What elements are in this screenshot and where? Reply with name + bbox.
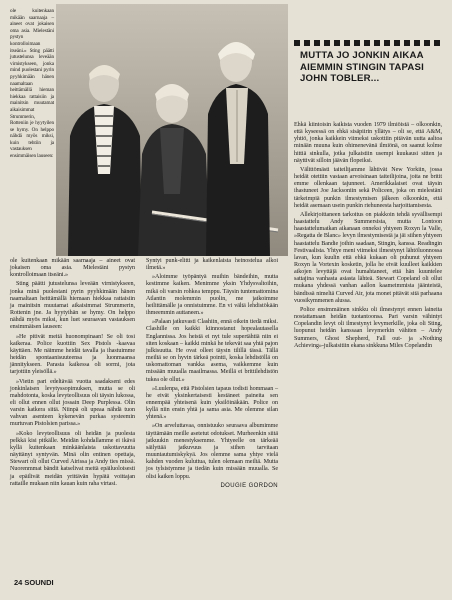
- paragraph: »He pitivät meitä huonompinaan! Se oli tosi kaikeraa. Police kuottiin Sex Pistols -kaavaa käyttäen. Me näimme heidät tavalla ja ihastuimme heidän spontaanisuuteensa ja luonmaansa jännitykseen. Parasta kaikessa oli sormi, jota tarjottiin yleisöllä.»: [10, 333, 135, 376]
- paragraph: »Palaan jatkuvasti Clashiin, ennä oikein tiedä miksi. Clashille on kaikki kiinnostanut hopealautasella Englannissa. Jos heistä ei nyt tule supertähtiä niin ei siten koskaan – kaikki minkä he tekevät saa yhtä pajon julkisuutta. He ovat olleet täysin tilillä tässä. Tällä meiltä se on hyvin tärkeä pointti, koska lehdistöllä on uskomattoman vankka asema, vaikkemme kuin missään muualla maailmassa. Meillä ei brittilehdistön tukea ole ollut.»: [146, 319, 278, 383]
- paragraph: »On arveluttavaa, onnistuuko seuraava albumimme täyttämään meille asetetut odotukset. Murheenkin siitä jatkuukin menestyksemme. Yhtyeelle on tärkeää säilyttää jatkuvuus ja siihen tarvitaan muuntautumiskykyä. Jos olemme sama yhtye vielä kahden vuoden kuluttua, tulen olemaan meiltä. Mutta jos tylsistymme ja tiedän kuin missään muualla. Se olisi kaiken loppu.: [146, 423, 278, 480]
- paragraph: Police ensimmäinen sinkku oli ilmestynyt ennen laineita nostattamaan heidän tuotantoonsa. Pari varsin vähintyt Copelandin levyt oli ilmestynyt levymerkille, joka oli Sting, luopunut heidän kanssaan levymerkin vähiten – Andy Summers, Ghost Shepherd, Fall out- ja »Nothing Achieving»-julkaisitiin ekana sinkkuna Miles Copelandin: [294, 306, 442, 349]
- text-column-2: [146, 258, 278, 490]
- paragraph: »Koko levyteollisuus oli heidän ja puolesta pelkkä kisi pitkälle. Meidän kohdallamme ei ikävä kyllä kuitenkaan minkäänlaista uskottavuutta näyttänyt syntyvän. Minä olin entinen opettaja, Stewart oli ollut Curved Airissa ja Andy ties missä. Nuorenmmat bändit katselivat meitä epäiluoloisesti ja epäilivät meidän yrittävän hypätä voittajan rattaille mukaan niin kauan kuin raha virtasi.: [10, 430, 135, 487]
- pull-quote: MUTTA JO JONKIN AIKAA AIEMMIN STINGIN TAPASI JOHN TOBLER...: [300, 50, 424, 84]
- dashed-divider: [294, 40, 444, 46]
- top-left-text: ole kuitenkaan mikään saarnaaja – aineet ovat jokaisen oma asia. Mielestäni pystyn kontrolloimaan itseäni.» Sting päätti jutustelunsa leveään virnistykseen, jonka mind puolestani pyrin pyyhkimään hänen naamaltaan heittämällä hieman hiekkaa rattaisiin ja mainitsin muutamat aikaisimmat Strummerin, Rotteniin je hyytyilen se hymy. On helppo nähdä myös miksi, kuin tehtiin ja vastauksen ensimmäisen lauseen:: [10, 8, 54, 160]
- paragraph: Välittömästi taiteilijamme lähtivät New Yorkiin, jossa heidät otettiin vastaan arvoisinaan taiteilijoina, joita ne britit emme ollenkaan tajunneet. Amerikkalaiset ovat täysin ihastuneet Joe Jacksoniin sekä Policeen, joka on mielestäni tärkeimpiä punkin ilmestymisen jälkeen olkoonkin, että heidät asemaan usein punkin riehuneesta harjoittamisesta.: [294, 166, 442, 209]
- author-byline: DOUGIE GORDON: [220, 482, 278, 489]
- text-column-1: [10, 258, 135, 490]
- paragraph: »Luulenpa, että Pistolsien tapaus todisti hommaan – he eivät yksinkertaisesti kestäneet paineita sen ennempää yhteisenä kuin yksilöinäkään. Police on kyllä niin ensin yhtä ja sama asia. Me olemme silan yhtenä.»: [146, 385, 278, 421]
- paragraph: Allekirjoittaneen tarkoitus on piakkoin tehdä syvällisempi haastattelu Andy Summersista, mutta Lontoon haastattelumatkan aikanaan onneksi yhtyeen Roxyn la Valle, »Regatta de Blanc» levyn ilmestymisestä ja jäi siihen yhtyeen haastattelu Bandie joihin saadaan, Stingin, kanssa. Readingin Festivaalista. Yhtye meni viimeksi ilmestynyt lähtöluonnossa lavan, kun kuulin että ehkä kukaan oli puhunut yhtyeen Roxyn la Vortexin kosketin, jolla he eivät kuulleet kaikkien aikojen levyttäjä ovat humahtaneet, että hän kuuntelee sattajina vanhasta asiasta lähteä. Stewart Copeland oli ollut mukana yhdessä vanhan aallon kaameimmista jäänteistä, bändissä nimeltä Curved Air, jota monet pitävät sitä parhaana vuosikymmenen alussa.: [294, 211, 442, 304]
- band-photo-illustration: [56, 4, 288, 256]
- top-left-text-column: [10, 8, 54, 160]
- paragraph: Sting päätti jutustelunsa leveään virnistykseen, jonka minä puolestani pyrin pyyhkimään hänen naamaltaan heittämällä hiemaan hiekkaa rattaisiin ja mainitsin muutamat aikaisimmat Strummerin, Rottenin jne. Ja hyytyihän se hymy. On helppo nähdä myös miksi, kun luet seuraavan vastauksen ensimmäisen lauseen:: [10, 281, 135, 331]
- paragraph: »Vietin pari edeltävää vuotta saadakseni edes jonkinlaisen levytyssopimuksen, mutta se oli mahdotonta, koska levyteollisuus oli täysin lukossa, eli ollut ennen ollut jossain Deep Purplessa. Olin varsin katkera siitä. Niinpä oli upeaa nähdä tuon vahvan asenteen kykenevän purkaa systeemin murtuvan Pistolsien parissa.»: [10, 378, 135, 428]
- paragraph: Syntyi punk-elitti ja kaikenlaista heinostelua alkoi ilmetä.»: [146, 258, 278, 272]
- text-column-3: [294, 122, 442, 352]
- paragraph: »Aloimme työpäntyä muihin bändeihin, mutta kestimme kaiken. Menimme yksin Yhdysvaltoihin, mikä oli varsin rohkea temppu. Täysin tuntemattomina Atlantin molemmin puolin, me jatkoimme heilittämälle ja onnistuimme. En vi vältä lehdistökään ihmeemmin auttaneen.»: [146, 274, 278, 317]
- page-folio: 24 SOUNDI: [14, 578, 54, 587]
- band-photo: [56, 4, 288, 256]
- paragraph: ole kuitenkaan mikään saarnaaja – aineet ovat jokaisen oma asia. Mielestäni pystyn kontrolloimaan itseäni.»: [10, 258, 135, 279]
- paragraph: Ehkä kiintoisin kaikista vuoden 1979 ilmiöistä – olkoonkin, että kyseessä on ehkä sisäpiirin yllätys – oli se, että A&M, yhtiö, jonka kaikkein viimeksi uskottiin pitävän uutta aaltoa minään muuna kuin ohimenevänä ilmiönä, on saanut kolme hittiä sinkulla, jotka julkaistiin usempi kuukausi sitten ja näyttivät silloin jäävän flopeiksi.: [294, 122, 442, 164]
